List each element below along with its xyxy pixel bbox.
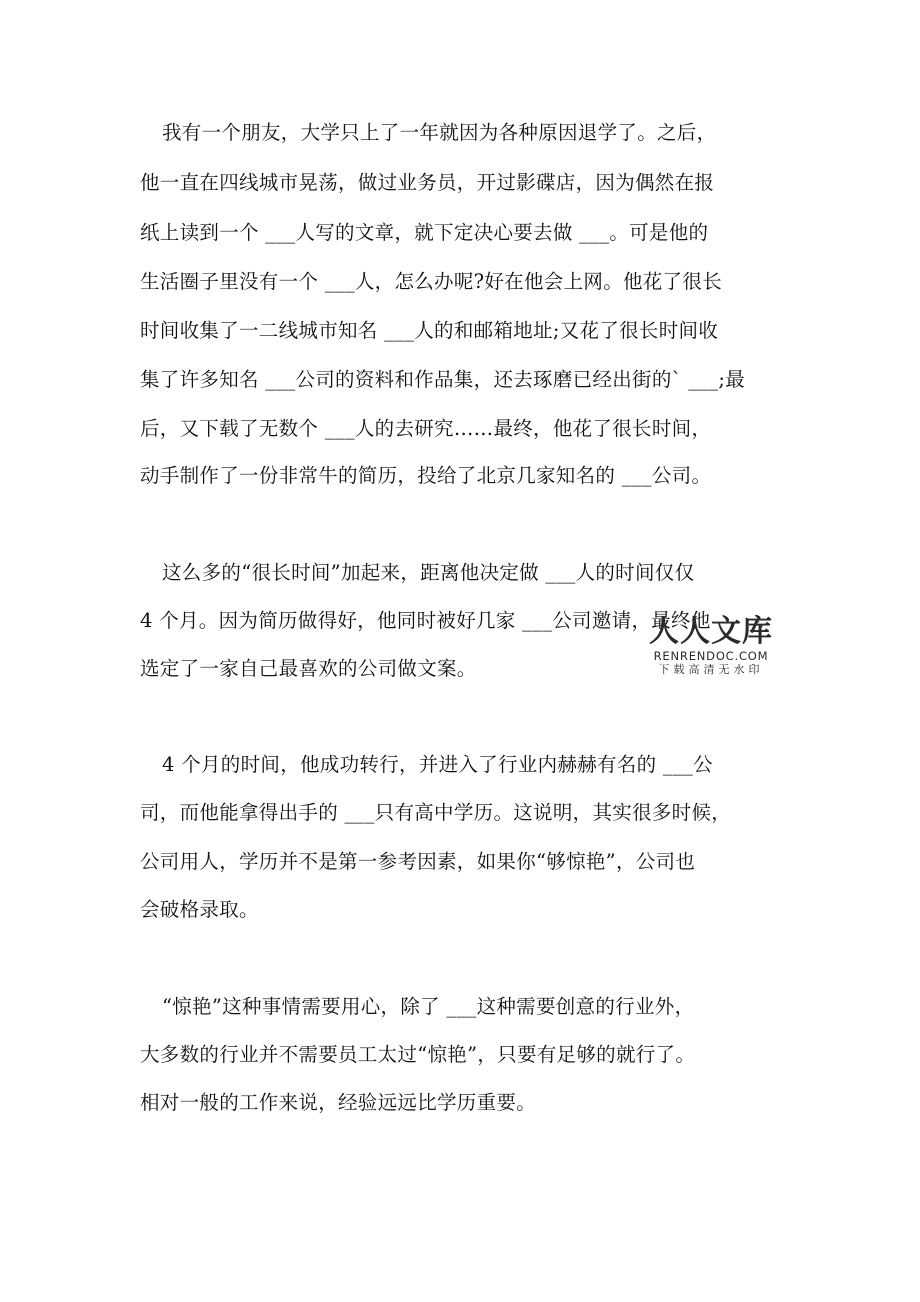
paragraph-line: 时间收集了一二线城市知名 ___人的和邮箱地址;又花了很长时间收 bbox=[140, 319, 719, 342]
paragraph-line: 后，又下载了无数个 ___人的去研究……最终，他花了很长时间， bbox=[140, 417, 712, 440]
paragraph-line: 4 个月。因为简历做得好，他同时被好几家 ___公司邀请，最终他 bbox=[140, 609, 711, 632]
watermark-logo bbox=[646, 615, 776, 677]
paragraph-line: 会破格录取。 bbox=[140, 898, 259, 921]
paragraph-line: “惊艳”这种事情需要用心，除了 ___这种需要创意的行业外， bbox=[162, 995, 695, 1018]
paragraph-line: 生活圈子里没有一个 ___人，怎么办呢?好在他会上网。他花了很长 bbox=[140, 270, 723, 293]
paragraph-line: 公司用人，学历并不是第一参考因素，如果你“够惊艳”，公司也 bbox=[140, 850, 696, 873]
paragraph-line: 相对一般的工作来说，经验远远比学历重要。 bbox=[140, 1091, 537, 1114]
paragraph-line: 纸上读到一个 ___人写的文章，就下定决心要去做 ___。可是他的 bbox=[140, 221, 709, 244]
paragraph-line: 集了许多知名 ___公司的资料和作品集，还去琢磨已经出街的` ___;最 bbox=[140, 368, 746, 391]
paragraph-line: 选定了一家自己最喜欢的公司做文案。 bbox=[140, 657, 477, 680]
paragraph-line: 4 个月的时间，他成功转行，并进入了行业内赫赫有名的 ___公 bbox=[162, 753, 713, 776]
paragraph-line: 大多数的行业并不需要员工太过“惊艳”，只要有足够的就行了。 bbox=[140, 1043, 696, 1066]
paragraph-line: 动手制作了一份非常牛的简历，投给了北京几家知名的 ___公司。 bbox=[140, 464, 712, 487]
watermark-note: 下载高清无水印 bbox=[658, 663, 764, 676]
paragraph-line: 他一直在四线城市晃荡，做过业务员，开过影碟店，因为偶然在报 bbox=[140, 171, 715, 194]
watermark-site: RENRENDOC.COM bbox=[653, 649, 769, 663]
paragraph-line: 我有一个朋友，大学只上了一年就因为各种原因退学了。之后， bbox=[162, 121, 717, 144]
paragraph-line: 这么多的“很长时间”加起来，距离他决定做 ___人的时间仅仅 bbox=[162, 561, 695, 584]
paragraph-line: 司，而他能拿得出手的 ___只有高中学历。这说明，其实很多时候， bbox=[140, 801, 732, 824]
watermark-title: 人人文库 bbox=[649, 614, 773, 649]
